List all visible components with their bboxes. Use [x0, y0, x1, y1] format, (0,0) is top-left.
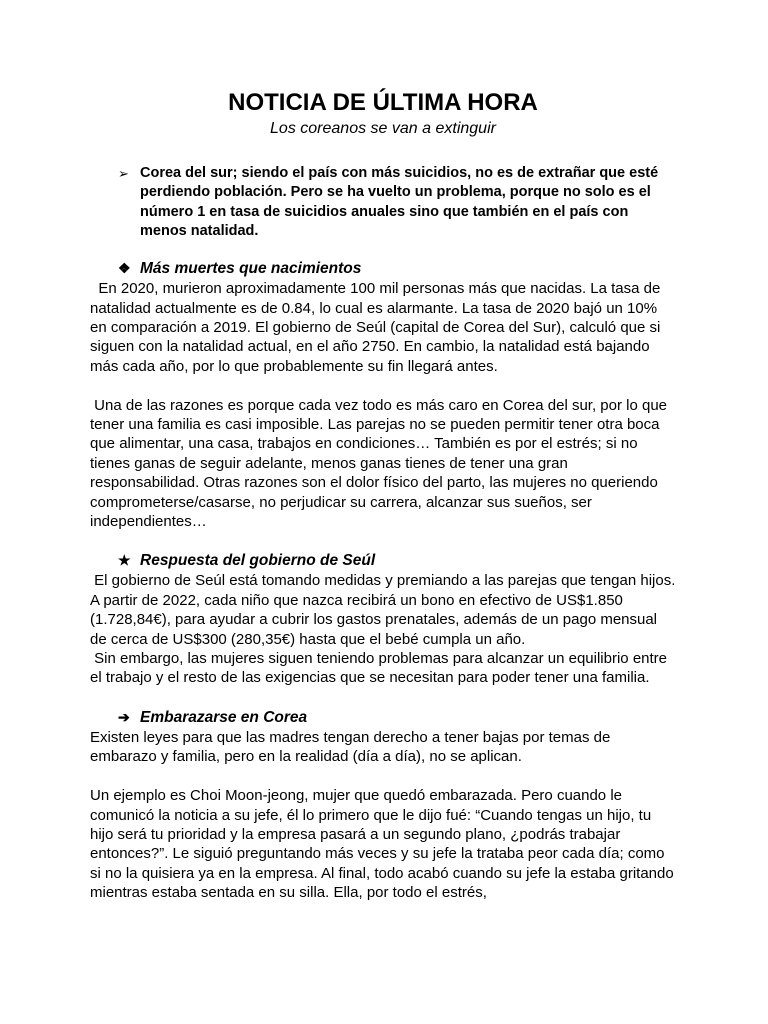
intro-text: Corea del sur; siendo el país con más suicidios, no es de extrañar que esté perdiendo población. Pero se ha vuelto un problema, porque no solo es el número 1 en tasa de suicidios anuales sino que también en el país con menos natalidad. — [140, 165, 659, 239]
arrowhead-bullet-icon: ➢ — [118, 166, 129, 181]
section-heading-mas-muertes — [118, 258, 676, 279]
section-heading-text: Más muertes que nacimientos — [140, 260, 362, 278]
document-title: NOTICIA DE ÚLTIMA HORA — [228, 89, 538, 116]
section-heading-text: Respuesta del gobierno de Seúl — [140, 552, 376, 570]
arrow-bullet-icon: ➔ — [118, 708, 130, 725]
paragraph: Sin embargo, las mujeres siguen teniendo problemas para alcanzar un equilibrio entre el trabajo y el resto de las exigencias que se necesitan para poder tener una familia. — [90, 650, 672, 687]
paragraph: Un ejemplo es Choi Moon-jeong, mujer que quedó embarazada. Pero cuando le comunicó la noticia a su jefe, él lo primero que le dijo fué: “Cuando tengas un hijo, tu hijo será tu prioridad y la empresa pasará a un segundo plano, ¿podrás trabajar entonces?”. Le siguió preguntando más veces y su jefe la trataba peor cada día; como si no la quisiera ya en la empresa. Al final, todo acabó cuando su jefe la estaba gritando mientras estaba sentada en su silla. Ella, por todo el estrés, — [90, 787, 678, 902]
document-subtitle: Los coreanos se van a extinguir — [270, 120, 496, 137]
star-bullet-icon: ★ — [118, 552, 131, 569]
paragraph: El gobierno de Seúl está tomando medidas y premiando a las parejas que tengan hijos. A partir de 2022, cada niño que nazca recibirá un bono en efectivo de US$1.850 (1.728,84€), para ayudar a cubrir los gastos prenatales, además de un pago mensual de cerca de US$300 (280,35€) hasta que el bebé cumpla un año. — [90, 572, 679, 648]
section-heading-text: Embarazarse en Corea — [140, 708, 308, 726]
section-heading-embarazarse — [118, 707, 676, 728]
paragraph: Una de las razones es porque cada vez todo es más caro en Corea del sur, por lo que tener una familia es casi imposible. Las parejas no se pueden permitir tener otra boca que alimentar, una casa, trabajos en condiciones… También es por el estrés; si no tienes ganas de seguir adelante, menos ganas tienes de tener una gran responsabilidad. Otras razones son el dolor físico del parto, las mujeres no queriendo comprometerse/casarse, no perjudicar su carrera, alcanzar sus sueños, ser independientes… — [90, 396, 672, 531]
paragraph: En 2020, murieron aproximadamente 100 mil personas más que nacidas. La tasa de natalidad actualmente es de 0.84, lo cual es alarmante. La tasa de 2020 bajó un 10% en comparación a 2019. El gobierno de Seúl (capital de Corea del Sur), calculó que si siguen con la natalidad actual, en el año 2750. En cambio, la natalidad está bajando más cada año, por lo que probablemente su fin llegará antes. — [90, 280, 665, 375]
section-heading-respuesta-gobierno — [118, 550, 676, 571]
intro-bullet-item — [118, 164, 676, 241]
diamond-bullet-icon: ❖ — [118, 260, 131, 277]
paragraph: Existen leyes para que las madres tengan derecho a tener bajas por temas de embarazo y familia, pero en la realidad (día a día), no se aplican. — [90, 728, 615, 766]
